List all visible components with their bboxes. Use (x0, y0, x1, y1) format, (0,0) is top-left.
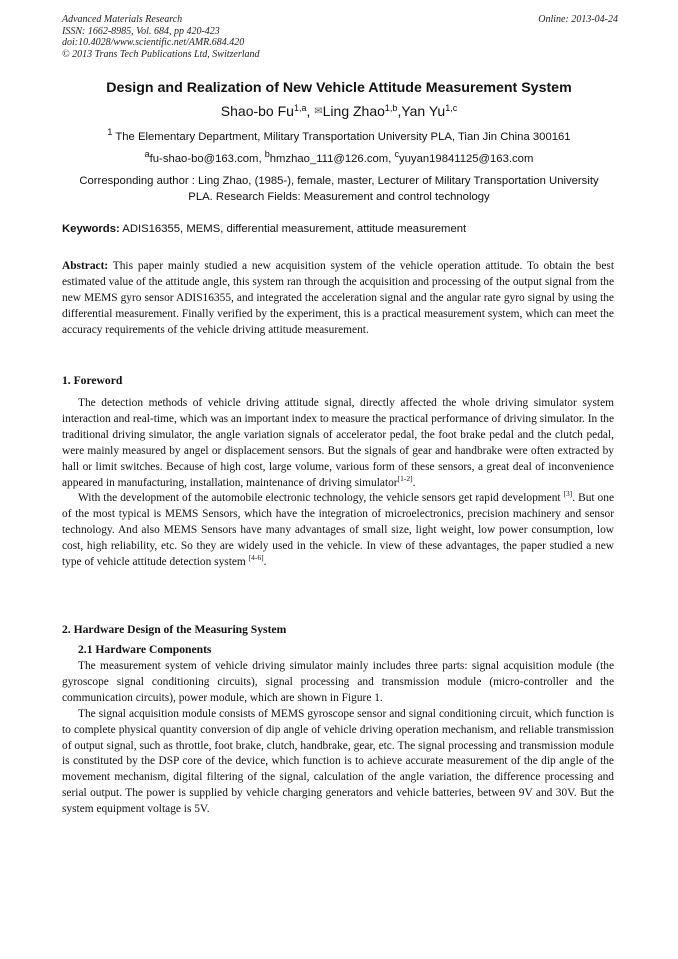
issn-line: ISSN: 1662-8985, Vol. 684, pp 420-423 (62, 25, 220, 37)
paragraph-text: With the development of the automobile electronic technology, the vehicle sensors get rapid development (78, 492, 564, 505)
author-name: Ling Zhao (322, 103, 385, 119)
abstract-text: This paper mainly studied a new acquisition system of the vehicle operation attitude. To obtain the best estimated value of the attitude angle, this system ran through the acquisition and processing of the output signal from the new MEMS gyro sensor ADIS16355, and integrated the acceleration signal and the angular rate gyro signal by using the differential measurement. Finally verified by the experiment, this is a practical measurement system, which can meet the accuracy requirements of the vehicle driving attitude measurement. (62, 260, 614, 336)
email-address: fu-shao-bo@163.com (149, 153, 259, 165)
section-1-body (62, 396, 614, 571)
paper-title: Design and Realization of New Vehicle Attitude Measurement System (106, 80, 572, 96)
email-mark: c (394, 149, 399, 159)
envelope-icon: ✉ (314, 106, 323, 117)
author-affiliation-mark: 1,a (293, 103, 307, 113)
author-affiliation-mark: 1,b (384, 103, 398, 113)
section-2-heading: 2. Hardware Design of the Measuring System (62, 623, 287, 636)
paragraph (62, 491, 614, 571)
keywords (62, 223, 618, 235)
email-mark: b (264, 149, 270, 159)
copyright-line: © 2013 Trans Tech Publications Ltd, Switzerland (62, 48, 260, 60)
affiliation-mark: 1 (107, 127, 113, 137)
author-affiliation-mark: 1,c (445, 103, 458, 113)
author-name: Yan Yu (401, 103, 446, 119)
subsection-2-1-heading: 2.1 Hardware Components (78, 643, 212, 656)
abstract-label: Abstract: (62, 260, 109, 272)
paragraph-text: The detection methods of vehicle driving attitude signal, directly affected the whole driving simulator system interaction and real-time, which was an important index to measure the practical performance of driving simulator. In the traditional driving simulator, the angle variation signals of accelerator pedal, the foot brake pedal and the clutch pedal, were mainly measured by angel or displacement sensors. But the signals of gear and handbrake were often extracted by hall or limit switches. Because of high cost, large volume, various form of these sensors, a great deal of inconvenience appeared in manufacturing, installation, maintenance of driving simulator (62, 397, 614, 489)
author-separator: , (306, 103, 315, 119)
author-separator: , (397, 103, 402, 119)
journal-name: Advanced Materials Research (62, 14, 183, 25)
citation: [1-2] (397, 473, 413, 483)
abstract (62, 259, 614, 339)
email-separator: , (388, 153, 395, 165)
affiliation (40, 127, 638, 143)
doi-line: doi:10.4028/www.scientific.net/AMR.684.420 (62, 37, 245, 48)
keywords-label: Keywords: (62, 223, 120, 235)
citation: [3] (563, 489, 573, 499)
keywords-text: ADIS16355, MEMS, differential measurement, attitude measurement (122, 223, 467, 235)
journal-header (62, 14, 618, 60)
author-emails (40, 149, 638, 165)
affiliation-text: The Elementary Department, Military Transportation University PLA, Tian Jin China 300161 (115, 131, 571, 143)
section-1-heading: 1. Foreword (62, 374, 123, 387)
email-address: hmzhao_111@126.com (269, 153, 389, 165)
section-2-body (62, 659, 614, 818)
paragraph: The measurement system of vehicle driving simulator mainly includes three parts: signal acquisition module (the gyroscope signal conditioning circuits), signal processing and transmission module (micro-controller and the communication circuits), power module, which are shown in Figure 1. (62, 660, 614, 704)
citation: [4-6] (248, 553, 264, 563)
paragraph-text: . But one of the most typical is MEMS Sensors, which have the integration of microelectronics, precision machinery and sensor technology. And also MEMS Sensors have many advantages of small size, light weight, low power consumption, low cost, high reliability, etc. So they are widely used in the vehicle. In view of these advantages, the paper studied a new type of vehicle attitude detection system (62, 492, 615, 569)
email-separator: , (258, 153, 265, 165)
paragraph (62, 396, 614, 491)
paragraph-end: . (412, 476, 416, 489)
corresponding-author-note: Corresponding author : Ling Zhao, (1985-), female, master, Lecturer of Military Transportation University PLA. Research Fields: Measurement and control technology (79, 175, 599, 203)
email-address: yuyan19841125@163.com (398, 153, 534, 165)
paragraph-end: . (263, 556, 267, 569)
author-list (40, 103, 638, 119)
online-date: Online: 2013-04-24 (538, 14, 618, 25)
email-mark: a (144, 149, 150, 159)
paragraph: The signal acquisition module consists of MEMS gyroscope sensor and signal conditioning circuit, which function is to complete physical quantity conversion of dip angle of vehicle driving operation mechanism, and reliable transmission of output signal, such as throttle, foot brake, clutch, handbrake, gear, etc. The signal processing and transmission module is constituted by the DSP core of the device, which function is to achieve accurate measurement of the dip angle of the movement mechanism, digital filtering of the signal, calculation of the angle variation, the difference processing and serial output. The power is supplied by vehicle charging generators and vehicle batteries, between 9V and 30V. But the system equipment voltage is 5V. (62, 707, 614, 816)
author-name: Shao-bo Fu (220, 103, 294, 119)
